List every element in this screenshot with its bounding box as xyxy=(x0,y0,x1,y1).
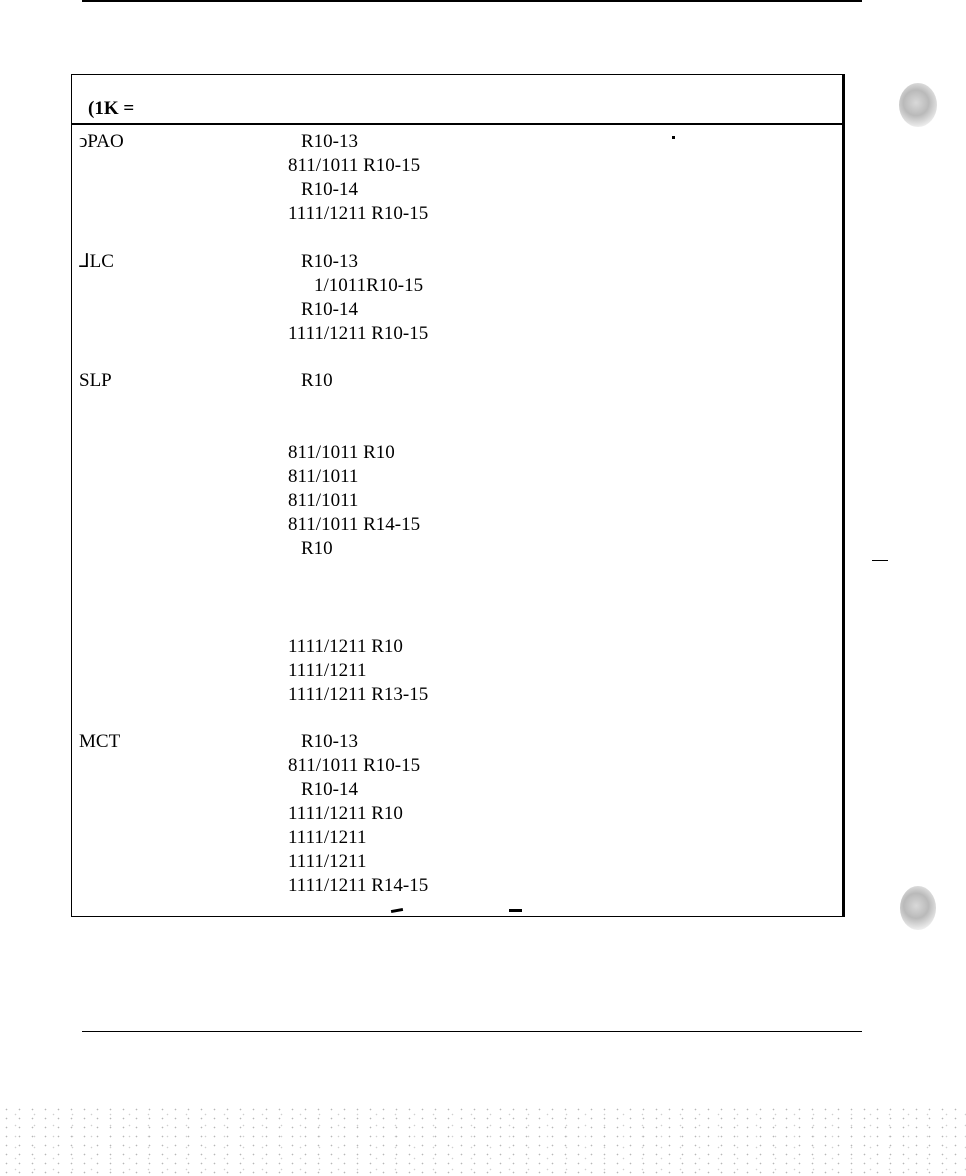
section-label: ↄPAO xyxy=(79,131,124,152)
table-row-value: 811/1011 R10-15 xyxy=(288,155,421,176)
scan-mark xyxy=(672,136,675,139)
table-row-value: R10 xyxy=(301,538,333,559)
punch-hole-mark xyxy=(900,886,936,930)
table-row-value: 811/1011 xyxy=(288,490,359,511)
section-label: ⅃LC xyxy=(79,251,114,272)
table-header-divider xyxy=(71,123,845,125)
table-row-value: 1111/1211 R10 xyxy=(288,636,403,657)
scan-mark xyxy=(872,560,888,561)
table-row-value: 1/1011R10-15 xyxy=(314,275,424,296)
table-header-label: (1K = xyxy=(88,98,135,119)
scan-mark xyxy=(509,909,522,912)
table-row-value: 811/1011 R10-15 xyxy=(288,755,421,776)
table-row-value: R10-13 xyxy=(301,251,358,272)
table-row-value: 1111/1211 R10 xyxy=(288,803,403,824)
table-row-value: 1111/1211 xyxy=(288,851,367,872)
table-row-value: 1111/1211 R14-15 xyxy=(288,875,429,896)
section-label: MCT xyxy=(79,731,121,752)
table-row-value: 1111/1211 xyxy=(288,827,367,848)
table-row-value: 1111/1211 R10-15 xyxy=(288,203,429,224)
table-row-value: 811/1011 R14-15 xyxy=(288,514,421,535)
punch-hole-mark xyxy=(899,83,937,127)
section-label: SLP xyxy=(79,370,112,391)
scan-noise xyxy=(0,1105,966,1176)
table-row-value: R10-13 xyxy=(301,131,358,152)
table-row-value: R10-14 xyxy=(301,779,358,800)
table-row-value: R10-13 xyxy=(301,731,358,752)
table-row-value: R10-14 xyxy=(301,179,358,200)
table-row-value: R10-14 xyxy=(301,299,358,320)
table-row-value: 1111/1211 R13-15 xyxy=(288,684,429,705)
bottom-rule xyxy=(82,1031,862,1032)
table-row-value: 811/1011 xyxy=(288,466,359,487)
table-row-value: 1111/1211 R10-15 xyxy=(288,323,429,344)
table-row-value: 811/1011 R10 xyxy=(288,442,395,463)
table-row-value: R10 xyxy=(301,370,333,391)
table-row-value: 1111/1211 xyxy=(288,660,367,681)
top-rule xyxy=(82,0,862,2)
table-frame xyxy=(71,74,845,917)
